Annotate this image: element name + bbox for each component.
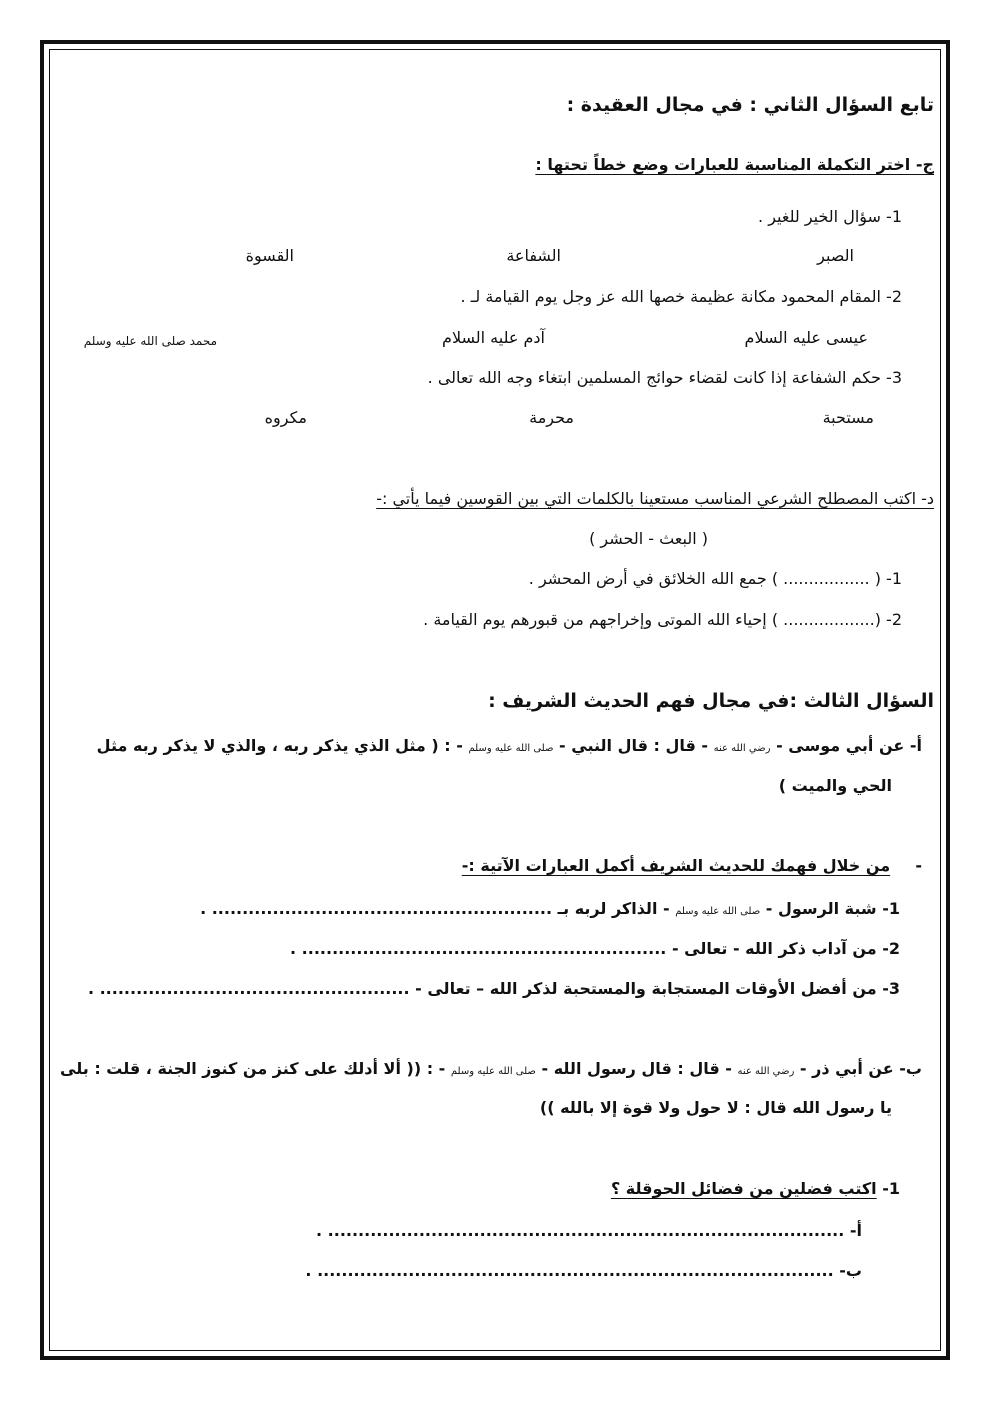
task-heading: اكتب فضلين من فضائل الحوقلة ؟: [610, 1179, 877, 1198]
hadith-b-radi: رضي الله عنه: [737, 1066, 795, 1077]
q2c-item2-option2: آدم عليه السلام: [442, 328, 545, 347]
q2d-word-bank: ( البعث - الحشر ): [589, 529, 708, 548]
hadith-a-label: أ-: [909, 736, 922, 755]
hadith-b-text2: يا رسول الله قال : لا حول ولا قوة إلا بالله )): [539, 1098, 892, 1117]
complete-bullet: -: [915, 856, 922, 875]
hadith-b-narrator: عن أبي ذر -: [799, 1059, 894, 1078]
hadith-b-salla: صلى الله عليه وسلم: [450, 1066, 536, 1077]
q2c-item2-option1: عيسى عليه السلام: [744, 328, 868, 347]
q2c-item3-option2: محرمة: [529, 408, 574, 427]
q2c-item1-option2: الشفاعة: [506, 246, 561, 265]
complete-item2: 2- من آداب ذكر الله - تعالى - ............................................................ .: [290, 939, 900, 958]
complete-heading-line: [462, 856, 922, 875]
q2c-item3: 3- حكم الشفاعة إذا كانت لقضاء حوائج المسلمين ابتغاء وجه الله تعالى .: [427, 368, 902, 387]
q2c-item1: 1- سؤال الخير للغير .: [758, 207, 902, 226]
complete-item1-b: - الذاكر لربه بـ ........................................................ .: [200, 899, 670, 918]
q2-title: تابع السؤال الثاني : في مجال العقيدة :: [566, 94, 934, 116]
q2c-item3-option3: مكروه: [264, 408, 307, 427]
q2-partc-heading: ج- اختر التكملة المناسبة للعبارات وضع خطاً تحتها :: [535, 155, 934, 174]
complete-item1-a: 1- شبة الرسول -: [765, 899, 900, 918]
hadith-b-line1: [60, 1059, 922, 1078]
q2c-item1-option3: القسوة: [245, 246, 294, 265]
task-answer-b: ب- ..................................................................................... .: [305, 1261, 862, 1280]
complete-item1: [200, 899, 900, 918]
q2d-item2: 2- (.................. ) إحياء الله الموتى وإخراجهم من قبورهم يوم القيامة .: [423, 610, 902, 629]
hadith-b-text1: - : (( ألا أدلك على كنز من كنوز الجنة ، قلت : بلى: [60, 1059, 446, 1078]
task-answer-a: أ- ..................................................................................... .: [316, 1221, 862, 1240]
task-number: 1-: [882, 1179, 900, 1198]
hadith-a-text1: - : ( مثل الذي يذكر ربه ، والذي لا يذكر ربه مثل: [96, 736, 463, 755]
q2c-item2-option3: محمد صلى الله عليه وسلم: [83, 334, 217, 348]
hadith-a-line1: [97, 736, 922, 755]
hadith-a-narrator: عن أبي موسى -: [776, 736, 905, 755]
complete-heading: من خلال فهمك للحديث الشريف أكمل العبارات الآتية :-: [461, 856, 891, 875]
hadith-a-said: - قال : قال النبي -: [559, 736, 709, 755]
hadith-b-label: ب-: [899, 1059, 922, 1078]
q2c-item3-option1: مستحبة: [822, 408, 874, 427]
hadith-a-text2: الحي والميت ): [778, 776, 892, 795]
complete-item1-salla: صلى الله عليه وسلم: [675, 906, 761, 917]
hadith-b-said: - قال : قال رسول الله -: [541, 1059, 732, 1078]
q2c-item1-option1: الصبر: [817, 246, 854, 265]
q2d-item1: 1- ( ................. ) جمع الله الخلائق في أرض المحشر .: [528, 569, 902, 588]
hadith-a-radi: رضي الله عنه: [713, 743, 771, 754]
hadith-a-salla: صلى الله عليه وسلم: [468, 743, 554, 754]
task-heading-line: [611, 1179, 900, 1198]
q2-partd-heading: د- اكتب المصطلح الشرعي المناسب مستعينا بالكلمات التي بين القوسين فيما يأتي :-: [376, 489, 934, 508]
complete-item3: 3- من أفضل الأوقات المستجابة والمستحبة لذكر الله – تعالى - ................................................... .: [87, 979, 900, 998]
q3-title: السؤال الثالث :في مجال فهم الحديث الشريف :: [488, 690, 934, 712]
q2c-item2: 2- المقام المحمود مكانة عظيمة خصها الله عز وجل يوم القيامة لـ .: [460, 287, 902, 306]
